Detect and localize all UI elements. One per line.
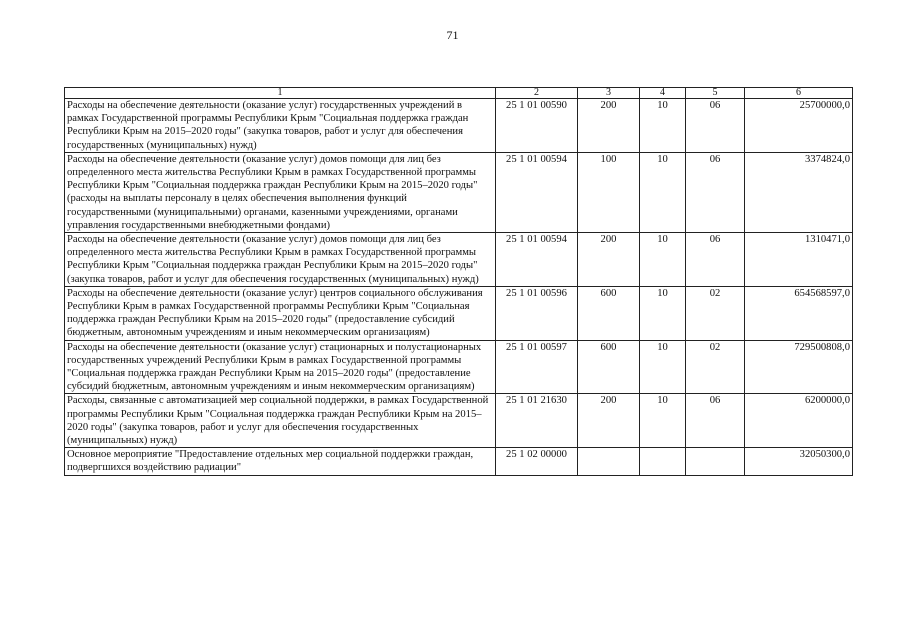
row-target-code: 25 1 01 00590	[496, 99, 578, 153]
row-description: Основное мероприятие "Предоставление отдельных мер социальной поддержки граждан, подвергшихся воздействию радиации"	[65, 448, 496, 475]
row-section: 10	[640, 394, 686, 448]
row-expense-type: 200	[578, 233, 640, 287]
row-expense-type: 100	[578, 152, 640, 232]
row-amount: 654568597,0	[745, 286, 853, 340]
row-section: 10	[640, 233, 686, 287]
row-section: 10	[640, 286, 686, 340]
row-amount: 32050300,0	[745, 448, 853, 475]
row-amount: 3374824,0	[745, 152, 853, 232]
row-amount: 6200000,0	[745, 394, 853, 448]
row-subsection	[686, 448, 745, 475]
row-target-code: 25 1 01 00594	[496, 233, 578, 287]
row-target-code: 25 1 01 00594	[496, 152, 578, 232]
table-row	[65, 448, 853, 475]
table-row	[65, 233, 853, 287]
page-number: 71	[446, 28, 459, 42]
row-subsection: 06	[686, 233, 745, 287]
row-section: 10	[640, 99, 686, 153]
row-target-code: 25 1 02 00000	[496, 448, 578, 475]
row-section: 10	[640, 152, 686, 232]
header-cell: 4	[640, 88, 686, 99]
header-cell: 6	[745, 88, 853, 99]
row-expense-type: 600	[578, 286, 640, 340]
row-subsection: 06	[686, 394, 745, 448]
row-target-code: 25 1 01 21630	[496, 394, 578, 448]
header-cell: 2	[496, 88, 578, 99]
table-row	[65, 394, 853, 448]
table-row	[65, 340, 853, 394]
row-section	[640, 448, 686, 475]
row-target-code: 25 1 01 00597	[496, 340, 578, 394]
header-cell: 1	[65, 88, 496, 99]
row-description: Расходы, связанные с автоматизацией мер социальной поддержки, в рамках Государственной программы Республики Крым "Социальная поддержка граждан Республики Крым на 2015–2020 годы" (закупка товаров, работ и услуг для обеспечения государственных (муниципальных) нужд)	[65, 394, 496, 448]
table-header-row	[65, 88, 853, 99]
row-description: Расходы на обеспечение деятельности (оказание услуг) домов помощи для лиц без определенного места жительства Республики Крым в рамках Государственной программы Республики Крым "Социальная поддержка граждан Республики Крым на 2015–2020 годы" (закупка товаров, работ и услуг для обеспечения государственных (муниципальных) нужд)	[65, 233, 496, 287]
row-amount: 1310471,0	[745, 233, 853, 287]
row-description: Расходы на обеспечение деятельности (оказание услуг) центров социального обслуживания Республики Крым в рамках Государственной программы Республики Крым "Социальная поддержка граждан Республики Крым на 2015–2020 годы" (предоставление субсидий бюджетным, автономным учреждениям и иным некоммерческим организациям)	[65, 286, 496, 340]
row-description: Расходы на обеспечение деятельности (оказание услуг) домов помощи для лиц без определенного места жительства Республики Крым в рамках Государственной программы Республики Крым "Социальная поддержка граждан Республики Крым на 2015–2020 годы" (расходы на выплаты персоналу в целях обеспечения выполнения функций государственными (муниципальными) органами, казенными учреждениями, органами управления государственными внебюджетными фондами)	[65, 152, 496, 232]
row-subsection: 02	[686, 340, 745, 394]
row-expense-type: 200	[578, 99, 640, 153]
row-subsection: 02	[686, 286, 745, 340]
row-description: Расходы на обеспечение деятельности (оказание услуг) государственных учреждений в рамках Государственной программы Республики Крым "Социальная поддержка граждан Республики Крым на 2015–2020 годы" (закупка товаров, работ и услуг для обеспечения государственных (муниципальных) нужд)	[65, 99, 496, 153]
row-expense-type	[578, 448, 640, 475]
row-section: 10	[640, 340, 686, 394]
row-expense-type: 600	[578, 340, 640, 394]
row-expense-type: 200	[578, 394, 640, 448]
row-subsection: 06	[686, 152, 745, 232]
budget-table	[64, 87, 853, 476]
row-amount: 25700000,0	[745, 99, 853, 153]
table-row	[65, 152, 853, 232]
header-cell: 5	[686, 88, 745, 99]
row-target-code: 25 1 01 00596	[496, 286, 578, 340]
row-amount: 729500808,0	[745, 340, 853, 394]
row-description: Расходы на обеспечение деятельности (оказание услуг) стационарных и полустационарных государственных учреждений Республики Крым в рамках Государственной программы "Социальная поддержка граждан Республики Крым на 2015–2020 годы" (предоставление субсидий бюджетным, автономным учреждениям и иным некоммерческим организациям)	[65, 340, 496, 394]
table-row	[65, 286, 853, 340]
table-row	[65, 99, 853, 153]
row-subsection: 06	[686, 99, 745, 153]
header-cell: 3	[578, 88, 640, 99]
